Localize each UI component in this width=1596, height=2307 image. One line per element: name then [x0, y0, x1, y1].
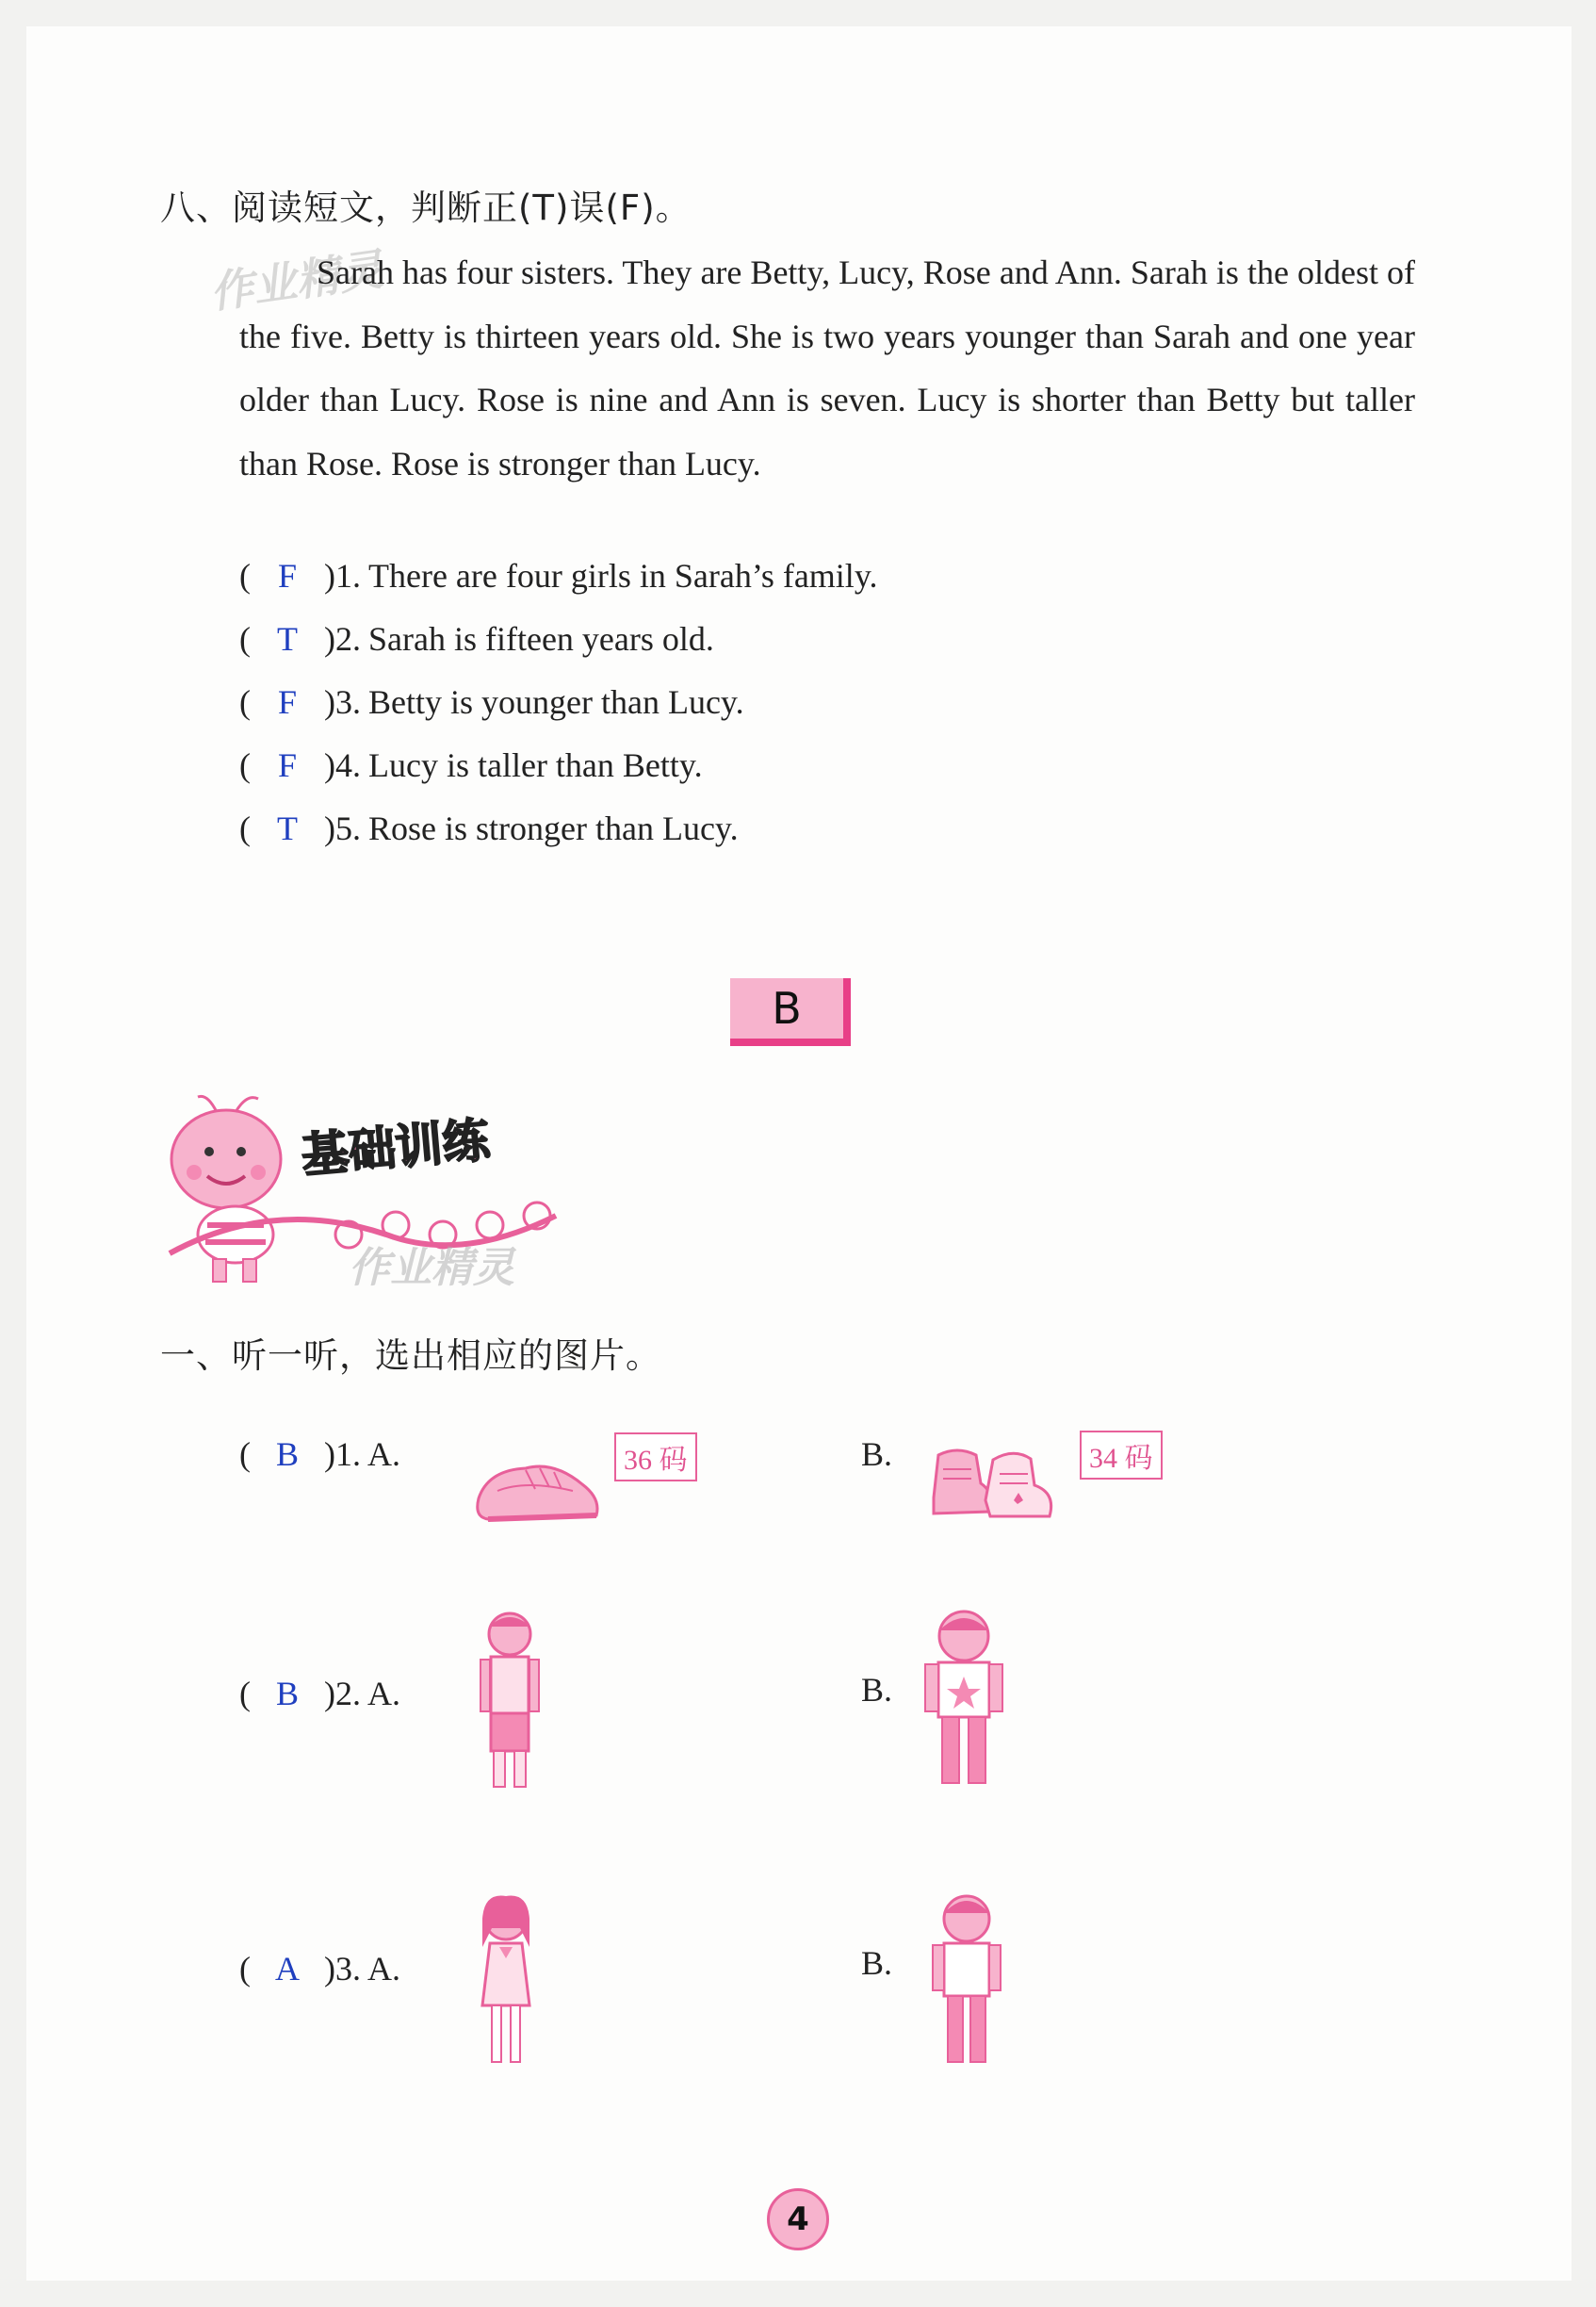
judge-item-2 [239, 619, 714, 659]
banner-watermark: 作业精灵 [349, 1244, 514, 1292]
q-number: )3. [324, 1950, 361, 1988]
open-paren: ( [239, 620, 251, 658]
boy-tall-image [477, 1608, 543, 1796]
boy-short-image [929, 1889, 1004, 2077]
passage-text: Sarah has four sisters. They are Betty, Lucy, Rose and Ann. Sarah is the oldest of the five. Betty is thirteen years old. She is two years younger than Sarah and one year older than Lucy. Rose is nine and Ann is seven. Lucy is shorter than Betty but taller than Rose. Rose is stronger than Lucy. [239, 254, 1415, 483]
item-number: )4. [324, 746, 361, 784]
section-1-title: 一、听一听，选出相应的图片。 [160, 1335, 661, 1376]
option-a-label: A. [367, 1435, 401, 1473]
q1-option-b-label: B. [861, 1435, 893, 1473]
q3-option-b-label: B. [861, 1944, 893, 1982]
question-1 [239, 1434, 400, 1474]
judge-item-3 [239, 682, 744, 722]
item-text: Lucy is taller than Betty. [368, 746, 703, 784]
size-tag-34: 34 码 [1080, 1431, 1163, 1480]
item-text: Betty is younger than Lucy. [368, 683, 744, 721]
open-paren: ( [239, 683, 251, 721]
question-3 [239, 1949, 400, 1988]
open-paren: ( [239, 557, 251, 595]
page-number: 4 [767, 2188, 829, 2250]
q-number: )2. [324, 1675, 361, 1712]
pink-sneakers-image [469, 1432, 611, 1536]
item-number: )2. [324, 620, 361, 658]
answer-4: F [277, 746, 298, 784]
answer-3: F [277, 683, 298, 721]
reading-passage [239, 241, 1415, 496]
item-text: Rose is stronger than Lucy. [368, 810, 739, 847]
q2-option-b-label: B. [861, 1671, 893, 1709]
q-number: )1. [324, 1435, 361, 1473]
pink-boots-image [920, 1427, 1070, 1530]
q2-answer: B [275, 1675, 299, 1712]
answer-5: T [277, 810, 298, 847]
section-8-title: 八、阅读短文，判断正(T)误(F)。 [160, 188, 692, 228]
item-text: Sarah is fifteen years old. [368, 620, 714, 658]
girl-image [473, 1890, 539, 2079]
open-paren: ( [239, 1675, 251, 1712]
item-number: )5. [324, 810, 361, 847]
item-number: )1. [324, 557, 361, 595]
judge-item-5 [239, 809, 739, 848]
size-tag-36: 36 码 [614, 1432, 697, 1481]
basic-training-banner [160, 1093, 631, 1301]
open-paren: ( [239, 810, 251, 847]
boy-star-shirt-image [921, 1606, 1006, 1794]
open-paren: ( [239, 746, 251, 784]
q1-answer: B [275, 1435, 299, 1473]
answer-2: T [277, 620, 298, 658]
banner-title: 基础训练 [299, 1112, 492, 1184]
open-paren: ( [239, 1435, 251, 1473]
judge-item-1 [239, 556, 877, 596]
bee-mascot-icon [171, 1096, 281, 1282]
open-paren: ( [239, 1950, 251, 1988]
option-a-label: A. [367, 1675, 401, 1712]
answer-1: F [277, 557, 298, 595]
item-number: )3. [324, 683, 361, 721]
item-text: There are four girls in Sarah’s family. [368, 557, 878, 595]
question-2 [239, 1674, 400, 1713]
q3-answer: A [275, 1950, 300, 1988]
watermark: 作业精灵 [206, 243, 386, 319]
option-a-label: A. [367, 1950, 401, 1988]
judge-item-4 [239, 745, 703, 785]
level-b-label: B [730, 978, 851, 1046]
